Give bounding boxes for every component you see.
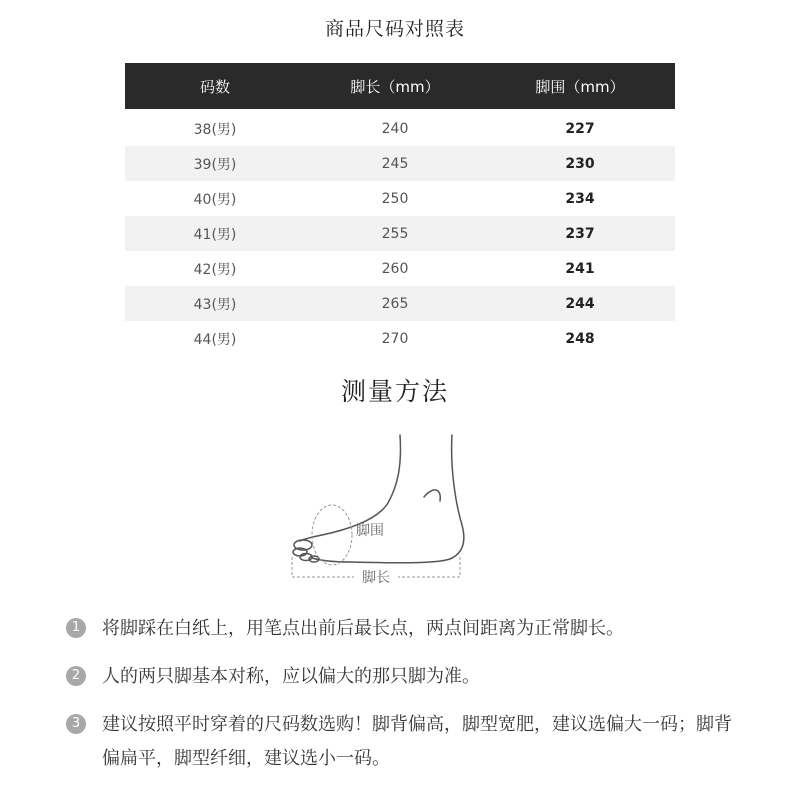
foot-outline-back xyxy=(350,435,464,563)
note-number-badge: 3 xyxy=(66,714,86,734)
cell-size: 44(男) xyxy=(193,331,237,348)
cell-length: 250 xyxy=(381,190,409,207)
table-row xyxy=(125,251,675,286)
cell-length: 260 xyxy=(381,260,409,277)
cell-girth: 241 xyxy=(565,260,595,277)
foot-measurement-diagram xyxy=(270,425,500,590)
table-row xyxy=(125,181,675,216)
cell-size: 42(男) xyxy=(193,261,237,278)
header-size: 码数 xyxy=(125,63,305,109)
table-row xyxy=(125,321,675,356)
cell-size: 43(男) xyxy=(125,286,305,321)
size-chart-table xyxy=(125,63,675,356)
cell-girth: 234 xyxy=(565,190,595,207)
table-row xyxy=(125,286,675,321)
cell-length: 265 xyxy=(305,286,485,321)
ankle-curve xyxy=(424,490,440,501)
header-foot-length: 脚长（mm） xyxy=(305,63,485,109)
note-number-badge: 1 xyxy=(66,618,86,638)
cell-size: 39(男) xyxy=(125,146,305,181)
cell-girth: 237 xyxy=(485,216,675,251)
cell-size: 41(男) xyxy=(125,216,305,251)
note-item xyxy=(66,708,766,776)
table-header-row xyxy=(125,63,675,109)
table-row xyxy=(125,216,675,251)
length-label: 脚长 xyxy=(362,570,390,586)
page-title: 商品尺码对照表 xyxy=(324,18,465,40)
measure-method-title: 测量方法 xyxy=(340,377,449,406)
cell-length: 270 xyxy=(381,330,409,347)
cell-girth: 244 xyxy=(485,286,675,321)
cell-size: 40(男) xyxy=(193,191,237,208)
foot-outline-front xyxy=(300,435,401,541)
cell-length: 255 xyxy=(305,216,485,251)
cell-girth: 248 xyxy=(565,330,595,347)
note-text: 将脚踩在白纸上，用笔点出前后最长点，两点间距离为正常脚长。 xyxy=(102,618,624,639)
cell-length: 245 xyxy=(305,146,485,181)
note-text: 建议按照平时穿着的尺码数选购！脚背偏高，脚型宽肥，建议选偏大一码；脚背偏扁平，脚型纤细，建议选小一码。 xyxy=(102,714,732,769)
cell-size: 38(男) xyxy=(193,121,237,138)
table-row xyxy=(125,109,675,146)
cell-girth: 227 xyxy=(565,120,595,137)
girth-label: 脚围 xyxy=(356,523,384,539)
note-item xyxy=(66,612,766,646)
measurement-notes xyxy=(66,612,766,790)
note-text: 人的两只脚基本对称，应以偏大的那只脚为准。 xyxy=(102,666,480,687)
note-number-badge: 2 xyxy=(66,666,86,686)
header-foot-girth: 脚围（mm） xyxy=(485,63,675,109)
cell-girth: 230 xyxy=(485,146,675,181)
cell-length: 240 xyxy=(381,120,409,137)
girth-dashed-ellipse xyxy=(312,505,352,565)
table-row xyxy=(125,146,675,181)
note-item xyxy=(66,660,766,694)
